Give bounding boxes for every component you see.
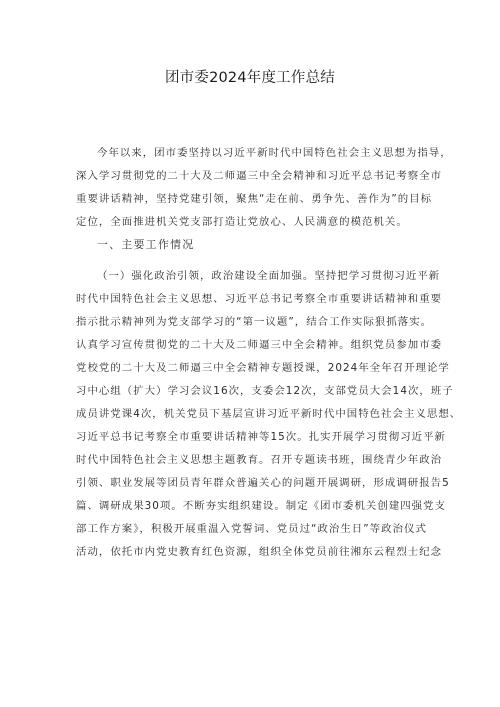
- body-line: 党校党的二十大及二师逼三中全会精神专题授课，2024年全年召开理论学: [76, 362, 450, 374]
- intro-line: 重要讲话精神，坚持党建引领，聚焦“走在前、勇争先、善作为”的目标: [76, 193, 433, 205]
- body-line: 活动，依托市内党史教育红色资源，组织全体党员前往湘东云程烈士纪念: [76, 546, 443, 558]
- body-line: 时代中国特色社会主义思想主题教育。召开专题读书班，围绕青少年政治: [76, 454, 443, 466]
- body-line: 认真学习宣传贯彻党的二十大及二师逼三中全会精神。组织党员参加市委: [76, 339, 443, 351]
- body-line: 习近平总书记考察全市重要讲话精神等15次。扎实开展学习贯彻习近平新: [76, 431, 446, 443]
- intro-line: 深入学习贯彻党的二十大及二师逼三中全会精神和习近平总书记考察全市: [76, 170, 443, 182]
- body-line: 指示批示精神列为党支部学习的“第一议题”，结合工作实际狠抓落实。: [76, 316, 433, 328]
- intro-line: 定位，全面推进机关党支部打造让党放心、人民满意的模范机关。: [76, 216, 408, 228]
- body-line: 成员讲党课4次，机关党员下基层宣讲习近平新时代中国特色社会主义思想、: [76, 408, 462, 420]
- body-line: 部工作方案》，积极开展重温入党誓词、党员过“政治生日”等政治仪式: [76, 523, 427, 535]
- section-heading: 一、主要工作情况: [97, 239, 195, 251]
- intro-line: 今年以来，团市委坚持以习近平新时代中国特色社会主义思想为指导，: [97, 147, 452, 159]
- body-line: （一）强化政治引领，政治建设全面加强。坚持把学习贯彻习近平新: [97, 270, 441, 282]
- body-line: 习中心组（扩大）学习会议16次，支委会12次，支部党员大会14次，班子: [76, 385, 454, 397]
- body-line: 篇、调研成果30项。不断夯实组织建设。制定《团市委机关创建四强党支: [76, 500, 446, 512]
- document-title: 团市委2024年度工作总结: [164, 70, 335, 86]
- body-line: 时代中国特色社会主义思想、习近平总书记考察全市重要讲话精神和重要: [76, 293, 443, 305]
- body-line: 引领、职业发展等团员青年群众普遍关心的问题开展调研，形成调研报告5: [76, 477, 450, 489]
